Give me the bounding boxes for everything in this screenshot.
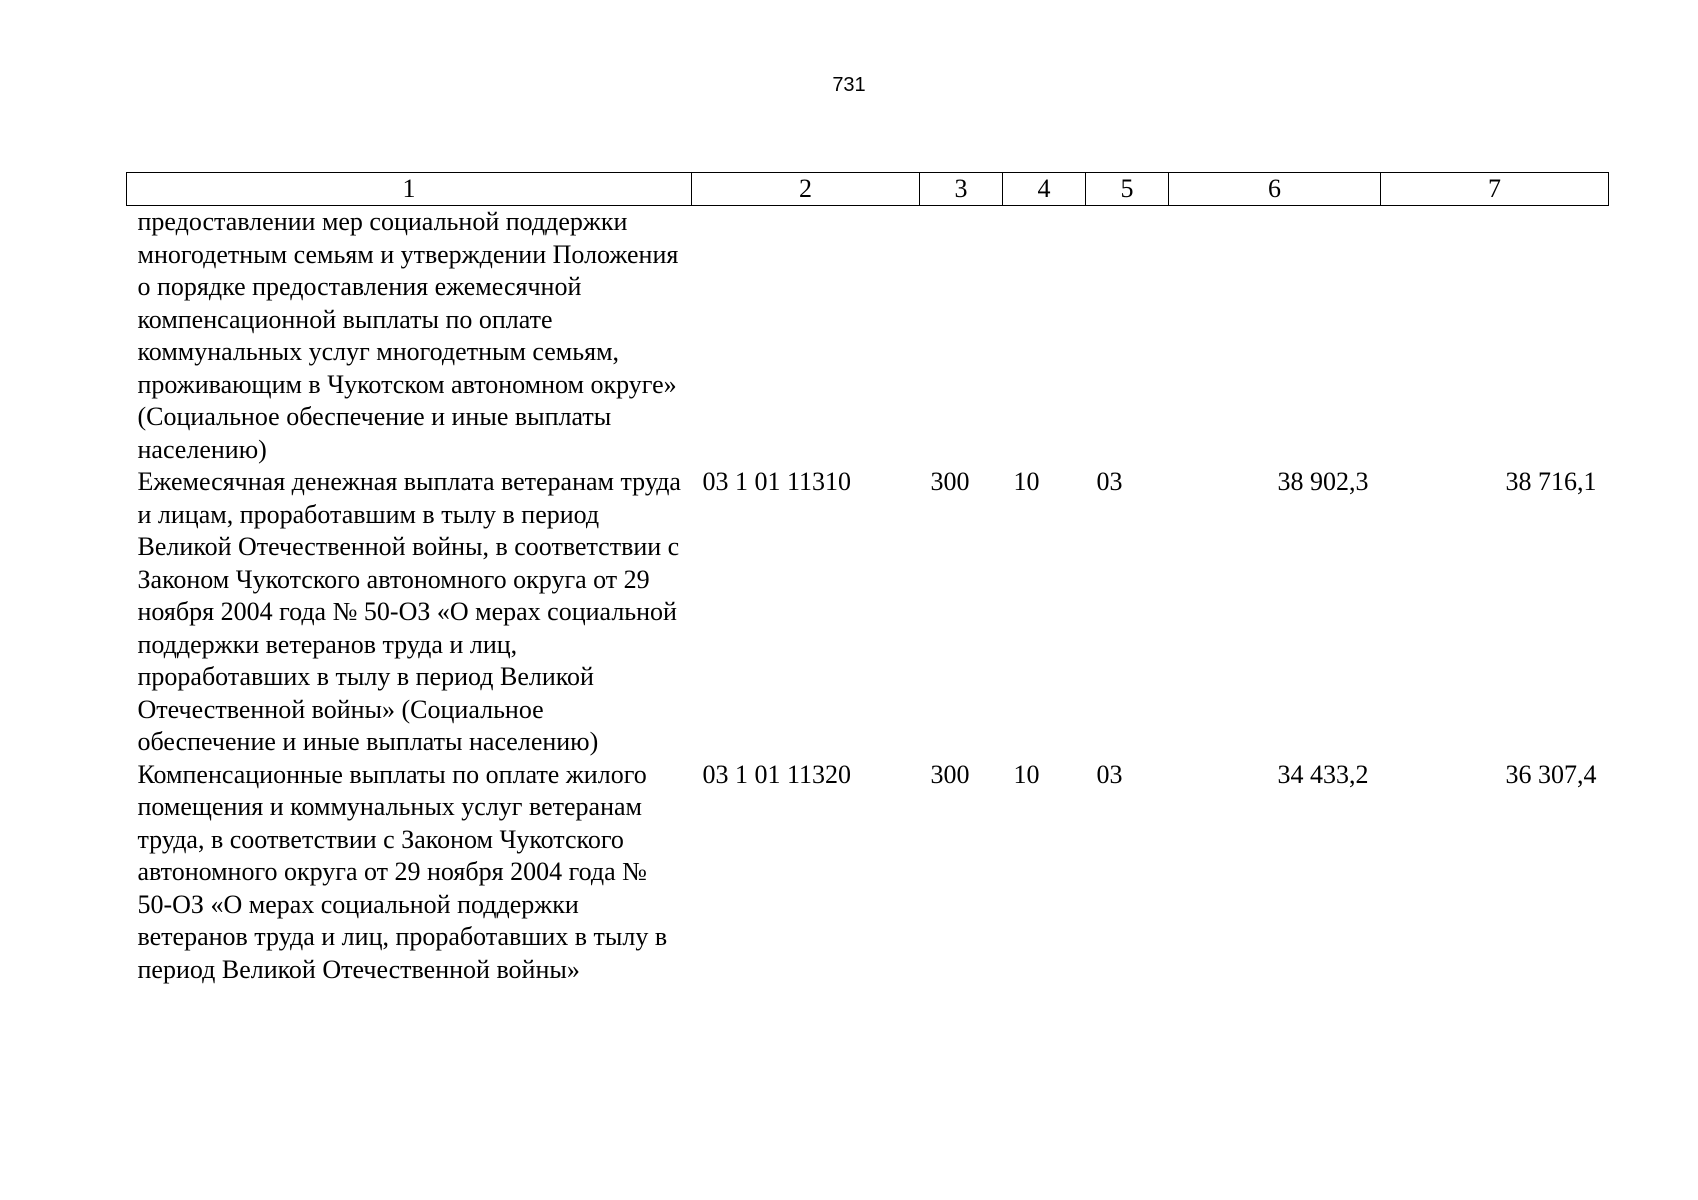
row-subsection: 03	[1096, 467, 1123, 496]
row-subsection	[1086, 206, 1169, 467]
row-section: 10	[1013, 759, 1040, 789]
row-name: Ежемесячная денежная выплата ветеранам труда и лицам, проработавшим в тылу в период Великой Отечественной войны, в соответствии с Законом Чукотского автономного округа от 29 ноября 2004 года № 50-ОЗ «О мерах социальной поддержки ветеранов труда и лиц, проработавших в тылу в период Великой Отечественной войны» (Социальное обеспечение и иные выплаты населению)	[137, 467, 681, 756]
table-row	[127, 466, 1609, 759]
table-header	[127, 173, 1609, 206]
table-row	[127, 759, 1609, 987]
row-amount-2: 36 307,4	[1505, 759, 1597, 789]
row-section	[1003, 206, 1086, 467]
budget-table	[126, 172, 1609, 986]
page-number: 731	[832, 74, 866, 96]
row-amount-2	[1381, 206, 1609, 467]
column-header-5: 5	[1086, 173, 1169, 206]
column-header-7: 7	[1381, 173, 1609, 206]
row-name: предоставлении мер социальной поддержки многодетным семьям и утверждении Положения о порядке предоставления ежемесячной компенсационной выплаты по оплате коммунальных услуг многодетным семьям, проживающим в Чукотском автономном округе» (Социальное обеспечение и иные выплаты населению)	[137, 207, 679, 464]
row-amount-2: 38 716,1	[1505, 467, 1597, 496]
row-section: 10	[1013, 467, 1040, 496]
column-header-2: 2	[692, 173, 920, 206]
row-expense-type: 300	[930, 467, 970, 496]
row-target-article: 03 1 01 11310	[702, 467, 852, 496]
column-header-6: 6	[1169, 173, 1381, 206]
table-body	[127, 206, 1609, 987]
row-expense-type	[920, 206, 1003, 467]
row-subsection: 03	[1096, 759, 1123, 789]
row-target-article	[692, 206, 920, 467]
row-amount-1: 34 433,2	[1277, 759, 1369, 789]
table-row	[127, 206, 1609, 467]
column-header-3: 3	[920, 173, 1003, 206]
column-header-1: 1	[127, 173, 692, 206]
column-header-4: 4	[1003, 173, 1086, 206]
row-expense-type: 300	[930, 759, 970, 789]
row-amount-1: 38 902,3	[1277, 467, 1369, 496]
row-amount-1	[1169, 206, 1381, 467]
table-header-row	[127, 173, 1609, 206]
row-target-article: 03 1 01 11320	[702, 759, 852, 789]
row-name: Компенсационные выплаты по оплате жилого помещения и коммунальных услуг ветеранам труда, в соответствии с Законом Чукотского автономного округа от 29 ноября 2004 года № 50-ОЗ «О мерах социальной поддержки ветеранов труда и лиц, проработавших в тылу в период Великой Отечественной войны»	[137, 759, 668, 984]
